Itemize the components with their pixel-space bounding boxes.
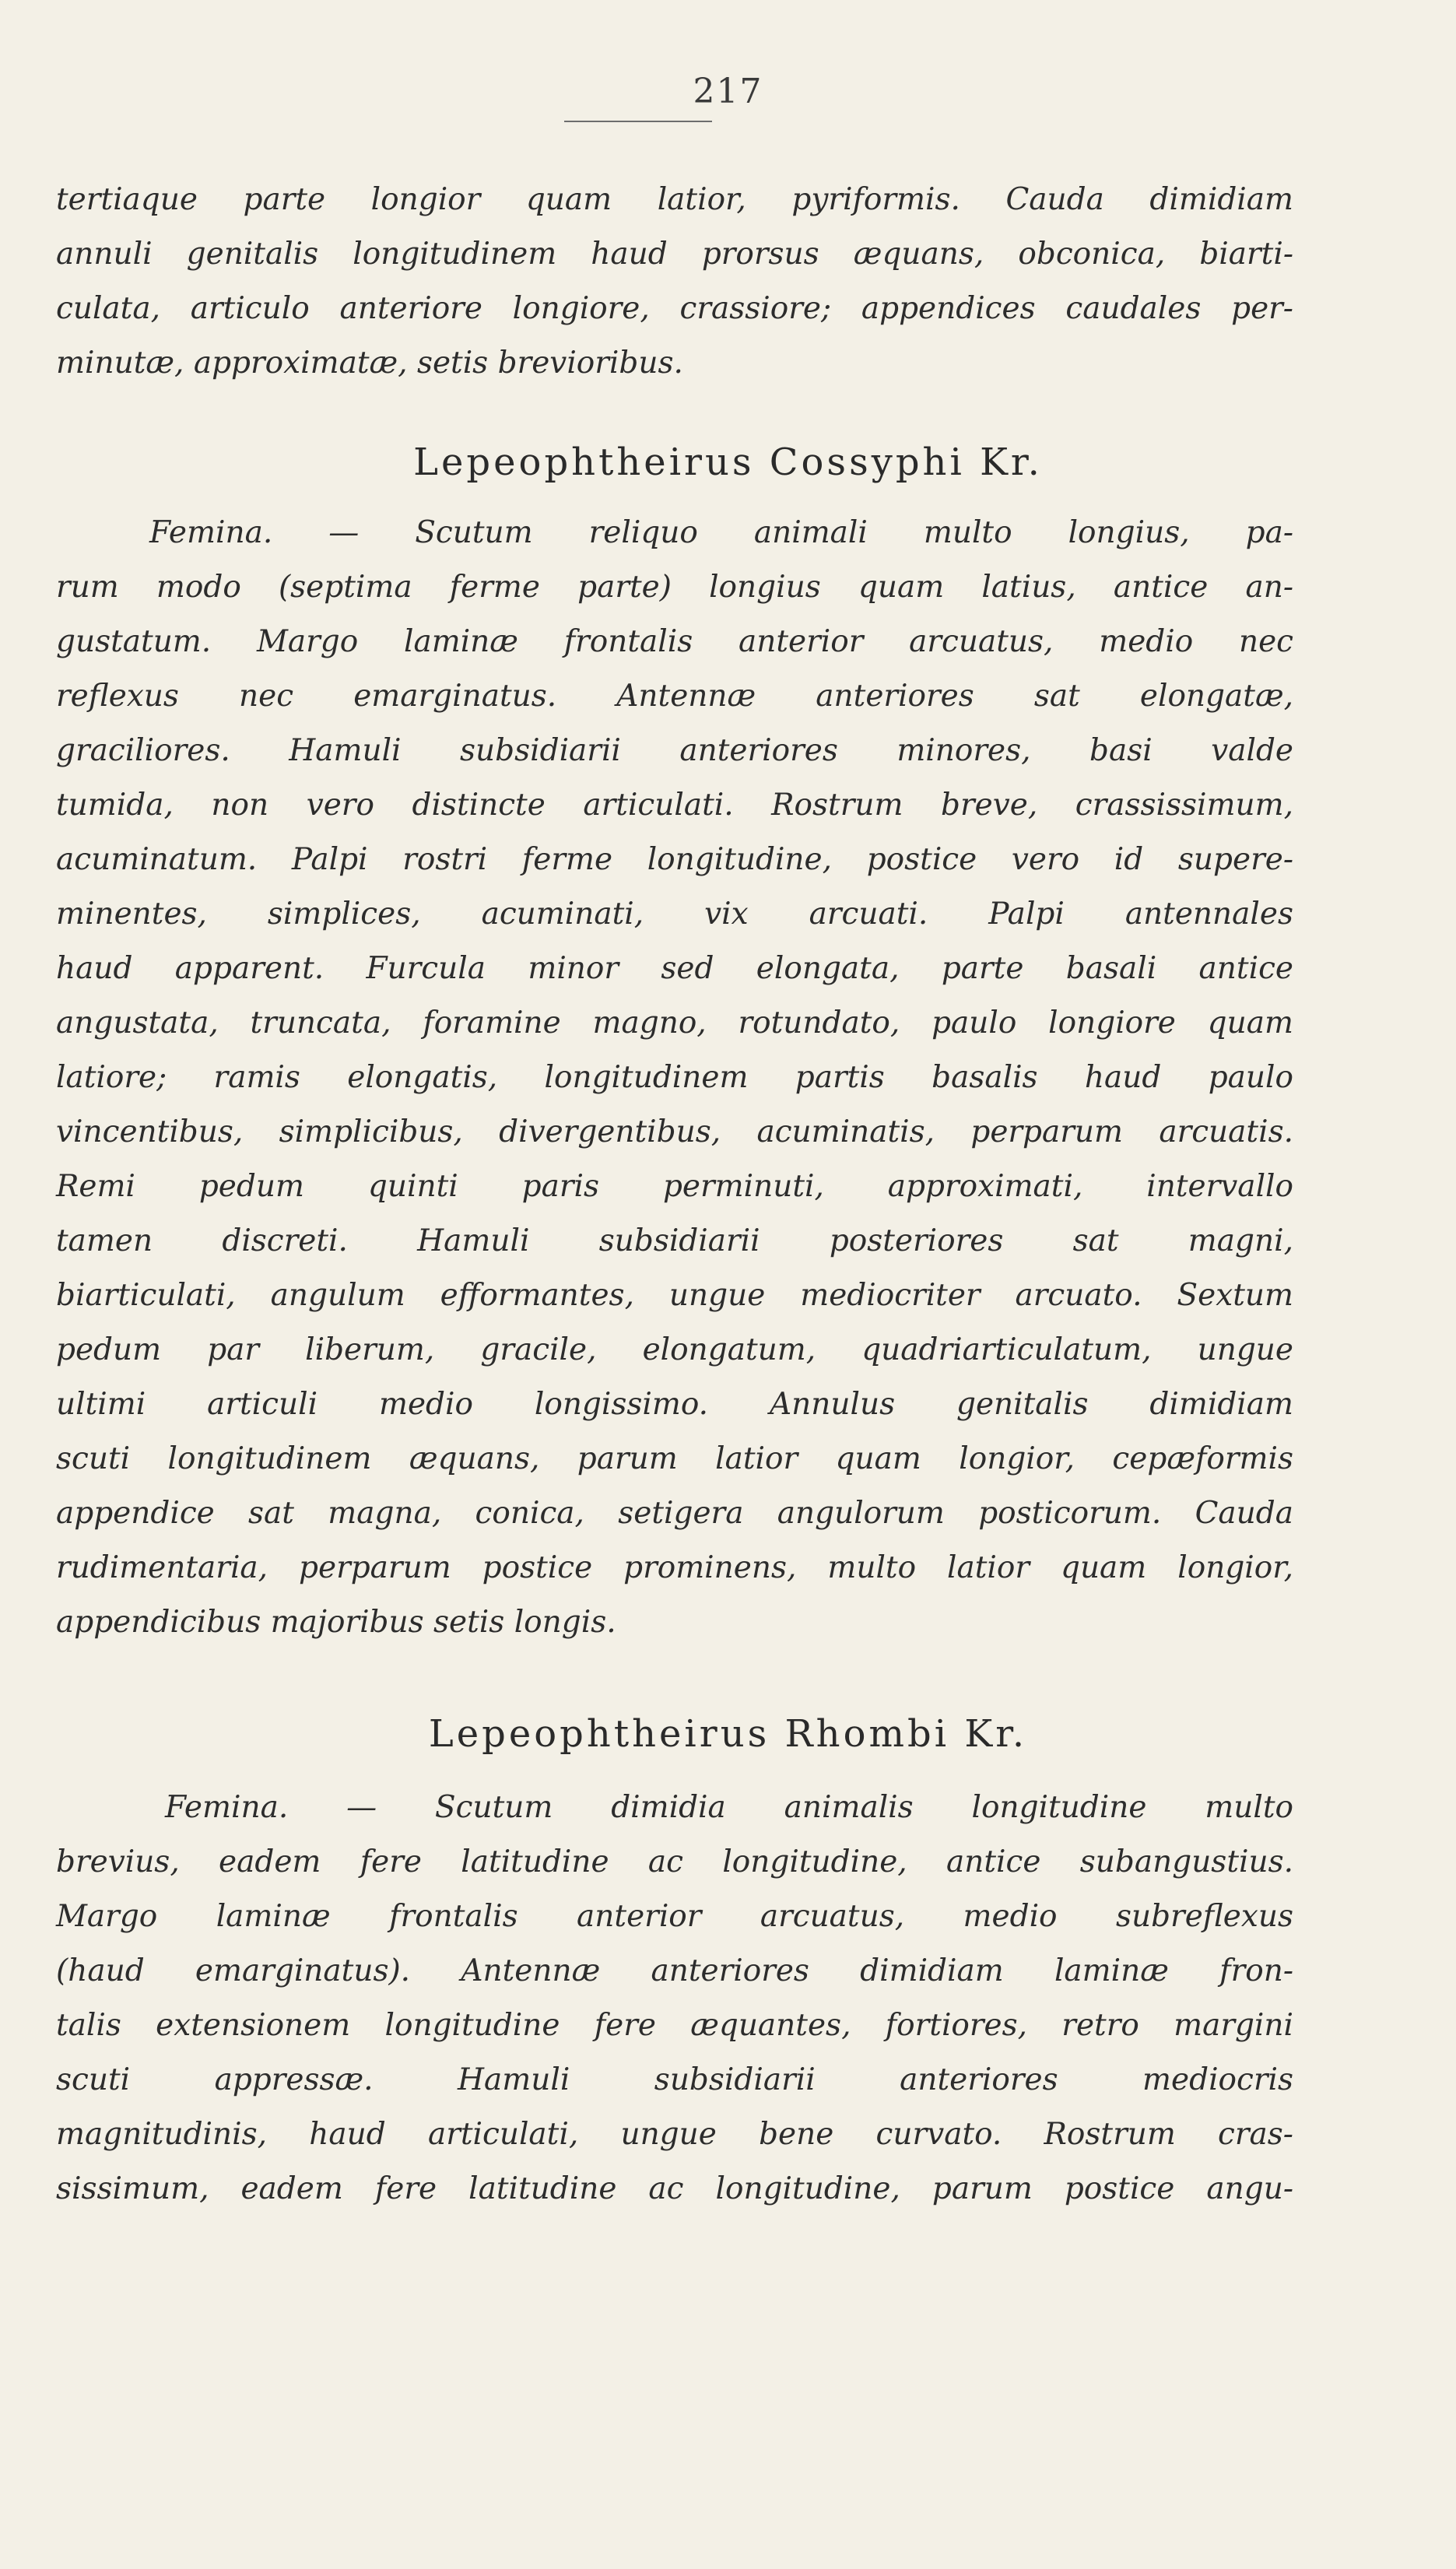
- text-line: appendicibus majoribus setis longis.: [56, 1605, 616, 1640]
- text-line: annuli genitalis longitudinem haud prorsus æquans, obconica, biarti-: [56, 237, 1293, 272]
- text-line: culata, articulo anteriore longiore, crassiore; appendices caudales per-: [56, 291, 1293, 326]
- text-line: Remi pedum quinti paris perminuti, approximati, intervallo: [56, 1169, 1293, 1204]
- text-line: sissimum, eadem fere latitudine ac longitudine, parum postice angu-: [56, 2171, 1293, 2206]
- text-line: talis extensionem longitudine fere æquantes, fortiores, retro margini: [56, 2008, 1293, 2043]
- text-line: Margo laminæ frontalis anterior arcuatus, medio subreflexus: [56, 1899, 1293, 1934]
- text-line: scuti appressæ. Hamuli subsidiarii anteriores mediocris: [56, 2062, 1293, 2097]
- text-line: magnitudinis, haud articulati, ungue bene curvato. Rostrum cras-: [56, 2117, 1293, 2152]
- text-line: tamen discreti. Hamuli subsidiarii posteriores sat magni,: [56, 1223, 1293, 1258]
- text-line: tertiaque parte longior quam latior, pyriformis. Cauda dimidiam: [56, 182, 1293, 217]
- page-number: 217: [693, 72, 763, 111]
- text-line: latiore; ramis elongatis, longitudinem partis basalis haud paulo: [56, 1060, 1293, 1095]
- text-line: Femina. — Scutum dimidia animalis longitudine multo: [165, 1790, 1293, 1825]
- text-line: biarticulati, angulum efformantes, ungue mediocriter arcuato. Sextum: [56, 1278, 1293, 1313]
- text-line: rum modo (septima ferme parte) longius quam latius, antice an-: [56, 570, 1293, 605]
- page-number-rule: [564, 121, 712, 122]
- text-line: pedum par liberum, gracile, elongatum, quadriarticulatum, ungue: [56, 1332, 1293, 1367]
- text-line: rudimentaria, perparum postice prominens, multo latior quam longior,: [56, 1550, 1293, 1585]
- text-line: acuminatum. Palpi rostri ferme longitudine, postice vero id supere-: [56, 842, 1293, 877]
- text-line: scuti longitudinem æquans, parum latior quam longior, cepæformis: [56, 1441, 1293, 1476]
- text-line: appendice sat magna, conica, setigera angulorum posticorum. Cauda: [56, 1496, 1293, 1531]
- text-line: gustatum. Margo laminæ frontalis anterior arcuatus, medio nec: [56, 624, 1293, 659]
- text-line: tumida, non vero distincte articulati. Rostrum breve, crassissimum,: [56, 788, 1293, 823]
- text-line: Femina. — Scutum reliquo animali multo longius, pa-: [149, 515, 1293, 550]
- paragraph-rhombi: [56, 1781, 1293, 2216]
- text-line: graciliores. Hamuli subsidiarii anteriores minores, basi valde: [56, 733, 1293, 768]
- section-heading-cossyphi: Lepeophtheirus Cossyphi Kr.: [413, 440, 1043, 484]
- text-line: reflexus nec emarginatus. Antennæ anteriores sat elongatæ,: [56, 679, 1293, 714]
- paragraph-cossyphi: [56, 506, 1293, 1650]
- text-line: (haud emarginatus). Antennæ anteriores dimidiam laminæ fron-: [56, 1953, 1293, 1988]
- text-line: minentes, simplices, acuminati, vix arcuati. Palpi antennales: [56, 897, 1293, 932]
- text-line: haud apparent. Furcula minor sed elongata, parte basali antice: [56, 951, 1293, 986]
- text-line: minutæ, approximatæ, setis brevioribus.: [56, 346, 683, 381]
- paragraph-intro: [56, 173, 1293, 391]
- text-line: vincentibus, simplicibus, divergentibus, acuminatis, perparum arcuatis.: [56, 1114, 1293, 1149]
- text-line: brevius, eadem fere latitudine ac longitudine, antice subangustius.: [56, 1844, 1293, 1879]
- section-heading-rhombi: Lepeophtheirus Rhombi Kr.: [428, 1712, 1028, 1756]
- text-line: ultimi articuli medio longissimo. Annulus genitalis dimidiam: [56, 1387, 1293, 1422]
- text-line: angustata, truncata, foramine magno, rotundato, paulo longiore quam: [56, 1005, 1293, 1041]
